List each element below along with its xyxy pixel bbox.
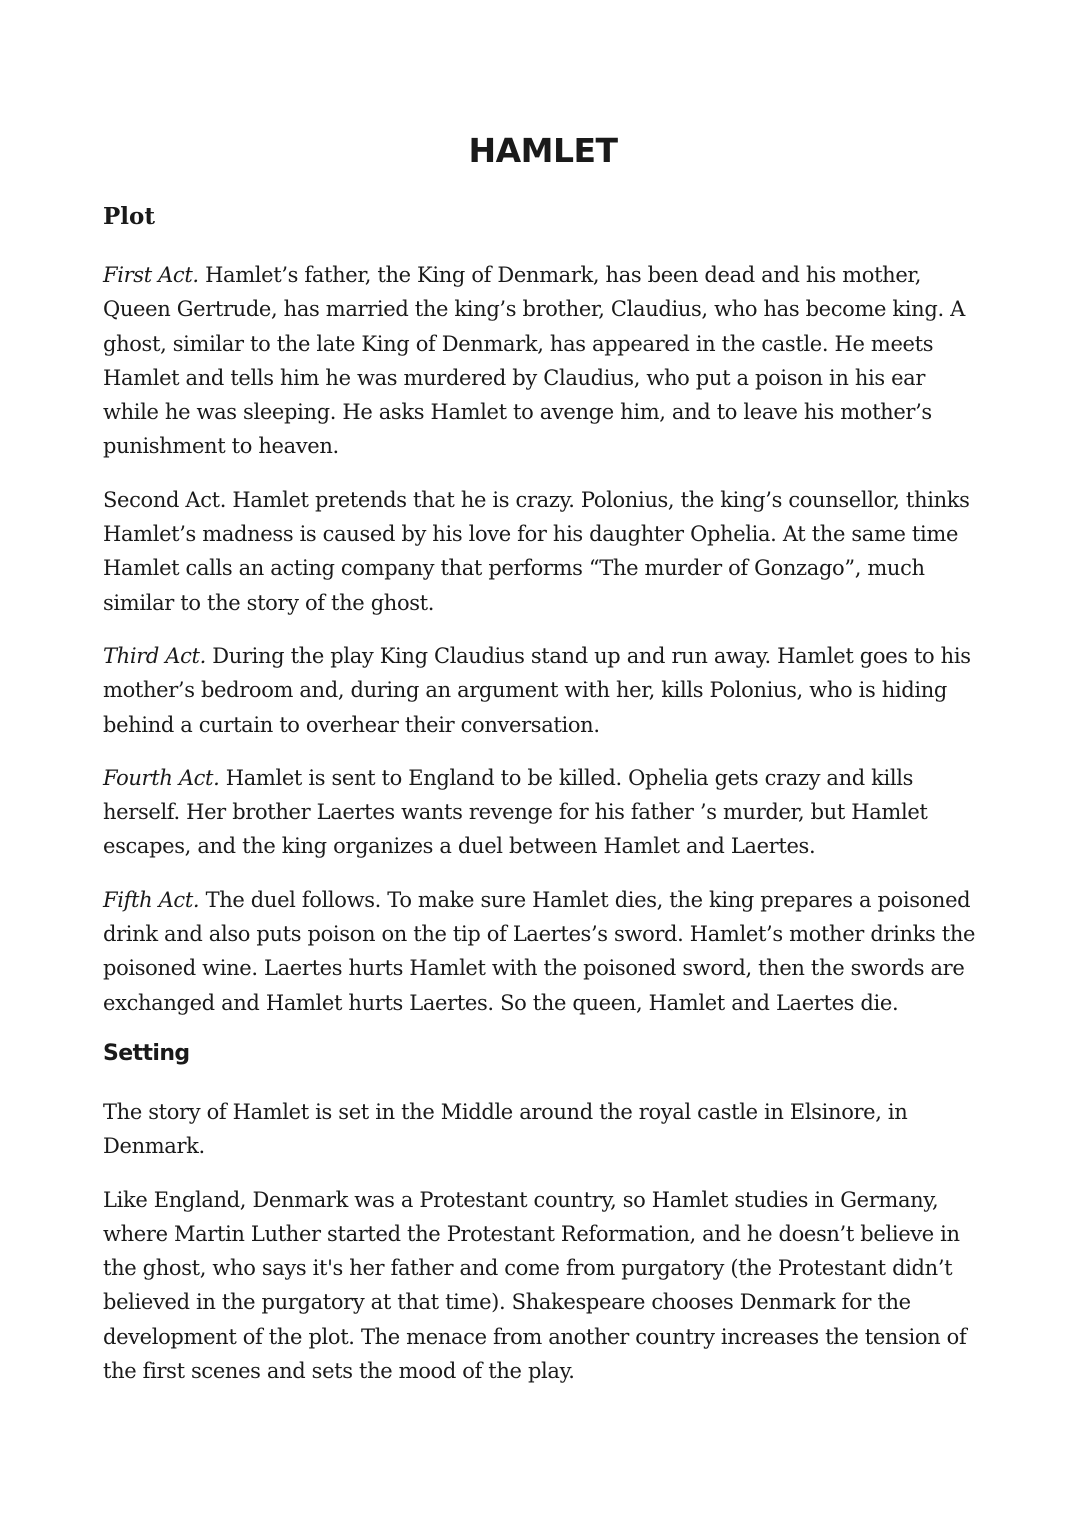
- second-act-text: Hamlet pretends that he is crazy. Polonius, the king’s counsellor, thinks Hamlet’s madness is caused by his love for his daughter Ophelia. At the same time Hamlet calls an acting company that performs “The murder of Gonzago”, much similar to the story of the ghost.: [103, 487, 970, 615]
- fourth-act-text: Hamlet is sent to England to be killed. Ophelia gets crazy and kills herself. Her brother Laertes wants revenge for his father ’s murder, but Hamlet escapes, and the king organizes a duel between Hamlet and Laertes.: [103, 765, 928, 859]
- first-act-text: Hamlet’s father, the King of Denmark, has been dead and his mother, Queen Gertrude, has married the king’s brother, Claudius, who has become king. A ghost, similar to the late King of Denmark, has appeared in the castle. He meets Hamlet and tells him he was murdered by Claudius, who put a poison in his ear while he was sleeping. He asks Hamlet to avenge him, and to leave his mother’s punishment to heaven.: [103, 263, 965, 459]
- fourth-act-label: Fourth Act.: [103, 765, 220, 790]
- fifth-act-paragraph: [103, 883, 983, 1020]
- setting-paragraph-2: Like England, Denmark was a Protestant country, so Hamlet studies in Germany, where Martin Luther started the Protestant Reformation, and he doesn’t believe in the ghost, who says it's her father and come from purgatory (the Protestant didn’t believed in the purgatory at that time). Shakespeare chooses Denmark for the development of the plot. The menace from another country increases the tension of the first scenes and sets the mood of the play.: [103, 1187, 967, 1384]
- setting-paragraph-1: The story of Hamlet is set in the Middle around the royal castle in Elsinore, in Denmark.: [103, 1099, 908, 1159]
- fifth-act-text: The duel follows. To make sure Hamlet dies, the king prepares a poisoned drink and also puts poison on the tip of Laertes’s sword. Hamlet’s mother drinks the poisoned wine. Laertes hurts Hamlet with the poisoned sword, then the swords are exchanged and Hamlet hurts Laertes. So the queen, Hamlet and Laertes die.: [103, 887, 976, 1015]
- first-act-paragraph: [103, 258, 983, 464]
- second-act-paragraph: [103, 483, 983, 620]
- third-act-text: During the play King Claudius stand up and run away. Hamlet goes to his mother’s bedroom and, during an argument with her, kills Polonius, who is hiding behind a curtain to overhear their conversation.: [103, 643, 971, 737]
- setting-heading: Setting: [103, 1040, 190, 1066]
- fifth-act-label: Fifth Act.: [103, 887, 200, 912]
- document-page: [103, 128, 983, 1407]
- document-title: HAMLET: [468, 131, 618, 170]
- plot-heading: Plot: [103, 203, 155, 230]
- second-act-label: Second Act.: [103, 487, 227, 512]
- third-act-label: Third Act.: [103, 643, 206, 668]
- fourth-act-paragraph: [103, 761, 983, 864]
- first-act-label: First Act.: [103, 263, 199, 287]
- third-act-paragraph: [103, 639, 983, 742]
